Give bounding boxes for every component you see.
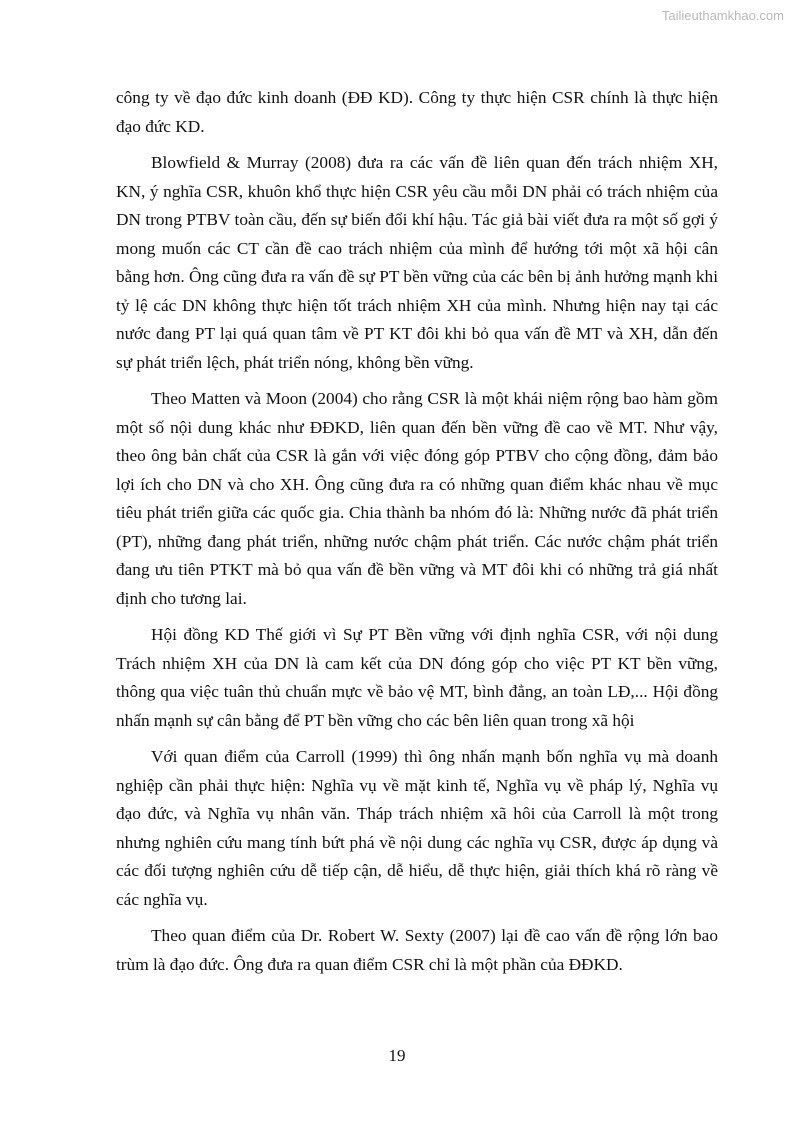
page-number: 19 [388,1046,406,1065]
paragraph-sexty: Theo quan điểm của Dr. Robert W. Sexty (2007) lại đề cao vấn đề rộng lớn bao trùm là đạo đức. Ông đưa ra quan điểm CSR chỉ là một phần của ĐĐKD. [116,926,718,974]
paragraph-matten-moon: Theo Matten và Moon (2004) cho rằng CSR là một khái niệm rộng bao hàm gồm một số nội dung khác như ĐĐKD, liên quan đến bền vững đề cao về MT. Như vậy, theo ông bản chất của CSR là gắn với việc đóng góp PTBV cho cộng đồng, đảm bảo lợi ích cho DN và cho XH. Ông cũng đưa ra có những quan điểm khác nhau về mục tiêu phát triển giữa các quốc gia. Chia thành ba nhóm đó là: Những nước đã phát triển (PT), những đang phát triển, những nước chậm phát triển. Các nước chậm phát triển đang ưu tiên PTKT mà bỏ qua vấn đề bền vững và MT đôi khi có những trả giá nhất định cho tương lai. [116,389,718,608]
paragraph-blowfield-murray: Blowfield & Murray (2008) đưa ra các vấn đề liên quan đến trách nhiệm XH, KN, ý nghĩa CSR, khuôn khổ thực hiện CSR yêu cầu mỗi DN phải có trách nhiệm của DN trong PTBV toàn cầu, đến sự biến đổi khí hậu. Tác giả bài viết đưa ra một số gợi ý mong muốn các CT cần đề cao trách nhiệm của mình để hướng tới một xã hội cân bằng hơn. Ông cũng đưa ra vấn đề sự PT bền vững của các bên bị ảnh hưởng mạnh khi tỷ lệ các DN không thực hiện tốt trách nhiệm XH của mình. Nhưng hiện nay tại các nước đang PT lại quá quan tâm về PT KT đôi khi bỏ qua vấn đề MT và XH, dẫn đến sự phát triển lệch, phát triển nóng, không bền vững. [116,153,718,372]
paragraph-carroll: Với quan điểm của Carroll (1999) thì ông nhấn mạnh bốn nghĩa vụ mà doanh nghiệp cần phải thực hiện: Nghĩa vụ về mặt kinh tế, Nghĩa vụ về pháp lý, Nghĩa vụ đạo đức, và Nghĩa vụ nhân văn. Tháp trách nhiệm xã hôi của Carroll là một trong nhưng nghiên cứu mang tính bứt phá về nội dung các nghĩa vụ CSR, được áp dụng và các đối tượng nghiên cứu dễ tiếp cận, dễ hiểu, dễ thực hiện, giải thích khá rõ ràng về các nghĩa vụ. [116,747,718,909]
paragraph-wbcsd: Hội đồng KD Thế giới vì Sự PT Bền vững với định nghĩa CSR, với nội dung Trách nhiệm XH của DN là cam kết của DN đóng góp cho việc PT KT bền vững, thông qua việc tuân thủ chuẩn mực về bảo vệ MT, bình đẳng, an toàn LĐ,... Hội đồng nhấn mạnh sự cân bằng để PT bền vững cho các bên liên quan trong xã hội [116,625,718,730]
body-text [116,84,718,987]
watermark: Tailieuthamkhao.com [661,8,784,23]
paragraph-continuation: công ty về đạo đức kinh doanh (ĐĐ KD). Công ty thực hiện CSR chính là thực hiện đạo đức KD. [116,88,718,136]
